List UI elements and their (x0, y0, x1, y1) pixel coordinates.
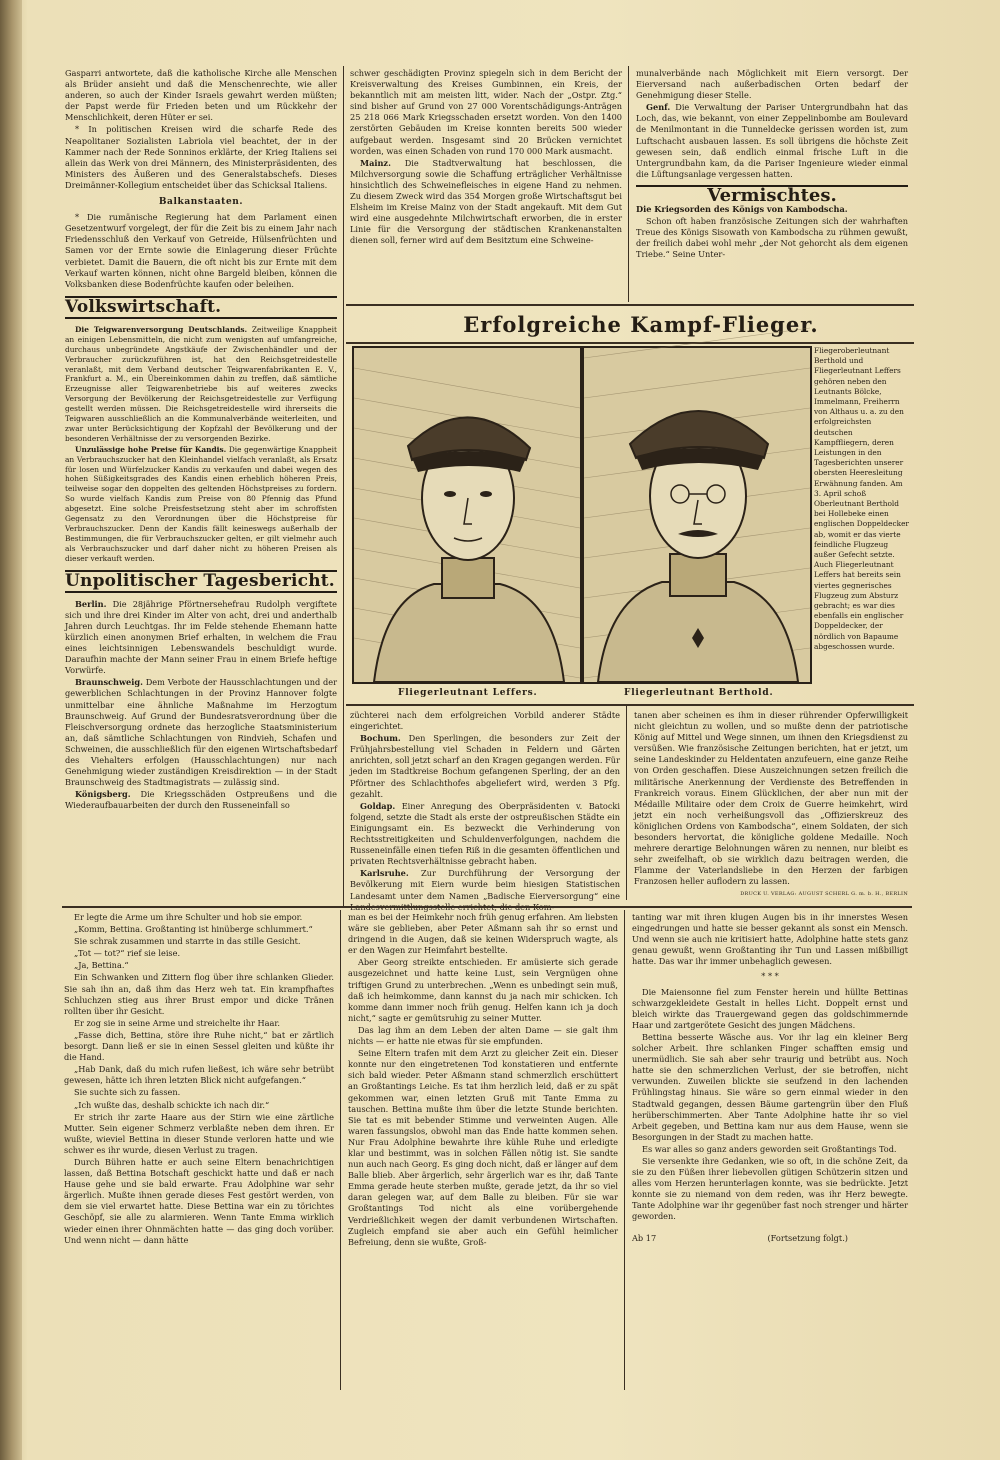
article-text (65, 677, 337, 788)
column-rule (628, 66, 629, 302)
novel-paragraph: Die Maiensonne fiel zum Fenster herein und hüllte Bettinas schwarzgekleidete Gestalt in helles Licht. Doppelt ernst und bleich wirkte das Trauergewand gegen das goldschimmernde Haar und zartgerötete Gesicht des jungen Mädchens. (632, 986, 908, 1030)
article-body: Die gegenwärtige Knappheit an Verbrauchszucker hat den Kleinhandel vielfach veranlaßt, als Ersatz für losen und Würfelzucker Kandis zu verkaufen und dabei wegen des hohen Süßigkeitsgrades des Kandis einen erheblich höheren Preis, teilweise sogar den doppelten des geltenden Höchstpreises zu fordern. So wurde vielfach Kandis zum Preise von 80 Pfennig das Pfund abgesetzt. Eine solche Preisfestsetzung steht aber im schroffsten Gegensatz zu den Verordnungen über die Höchstpreise für Verbrauchszucker. Denn der Kandis fällt keineswegs außerhalb der Bestimmungen, die für Verbrauchszucker gelten, er gilt vielmehr auch als Verbrauchszucker und darf daher nicht zu höheren Preisen als dieser verkauft werden. (65, 444, 337, 563)
novel-paragraph: „Fasse dich, Bettina, störe ihre Ruhe nicht,“ bat er zärtlich besorgt. Dann ließ er sie in einen Sessel gleiten und küßte ihr die Hand. (64, 1029, 334, 1063)
article-text (65, 445, 337, 564)
column-3-top (636, 68, 908, 300)
author-mark: Ab 17 (632, 1232, 657, 1243)
novel-paragraph: Bettina besserte Wäsche aus. Vor ihr lag ein kleiner Berg solcher Arbeit. Ihre schlanken Finger schafften emsig und unermüdlich. Sie sah aber sehr traurig und betrübt aus. Noch hatte sie den schmerzlichen Verlust, der sie betroffen, nicht verwunden. Zuweilen blickte sie seufzend in den lachenden Frühlingstag hinaus. Sie wäre so gern einmal wieder in den Stadtwald gegangen, dessen Bäume gartengrün über den Fluß herüberschimmerten. Aber Tante Adolphine hatte ihr so viel Arbeit gegeben, und Bettina kam nur aus dem Hause, wenn sie Besorgungen in der Stadt zu machen hatte. (632, 1031, 908, 1142)
article-body: Die 28jährige Pförtnersehefrau Rudolph vergiftete sich und ihre drei Kinder im Alter von acht, drei und anderthalb Jahren durch Leuchtgas. Ihr im Felde stehende Ehemann hatte kürzlich einen anonymen Brief erhalten, in welchem die Frau eines leichtsinnigen Lebenswandels beschuldigt wurde. Daraufhin machte der Mann seiner Frau in einem Briefe heftige Vorwürfe. (65, 598, 337, 676)
feature-title: Erfolgreiche Kampf-Flieger. (463, 312, 819, 337)
article-body: Zeitweilige Knappheit an einigen Lebensmitteln, die nicht zum wenigsten auf umfangreiche, durchaus unbegründete Angstkäufe der Zwischenhändler und der Verbraucher zurückzuführen ist, hat den Reichsgetreidestelle veranlaßt, mit dem Verband deutscher Teigwarenfabrikanten E. V., Frankfurt a. M., ein Übereinkommen dahin zu treffen, daß sämtliche Erzeugnisse aller Teigwarenbetriebe bis auf weiteres zwecks Versorgung der Bevölkerung der Reichsgetreidestelle zur Verfügung gestellt werden müssen. Die Reichsgetreidestelle wird ihrerseits die Teigwaren ausschließlich an die Kommunalverbände weiterleiten, und zwar unter Berücksichtigung der Kopfzahl der Bevölkerung und der besonderen Verhältnisse der zu versorgenden Bezirke. (65, 324, 337, 443)
article-text (350, 801, 620, 868)
novel-paragraph: „Tot — tot?“ rief sie leise. (74, 948, 181, 959)
feature-side-text (814, 346, 910, 686)
article-text: Schon oft haben französische Zeitungen sich der wahrhaften Treue des Königs Sisowath von Kambodscha zu rühmen gewußt, der freilich dabei wohl mehr „der Not gehorcht als dem eigenen Triebe.“ Seine Unter- (636, 216, 908, 260)
article-body: Dem Verbote der Hausschlachtungen und der gewerblichen Schlachtungen in der Provinz Hannover folgte unmittelbar eine ähnliche Maßnahme im Herzogtum Braunschweig. Auf Grund der Bundesratsverordnung über die Fleischversorgung ordnete das herzogliche Staatsministerium an, daß sämtliche Schlachtungen von Rindvieh, Schafen und Schweinen, die ausschließlich für den eigenen Wirtschaftsbedarf des Viehalters erfolgen (Hausschlachtungen) nur nach Genehmigung wieder zuständigen Kreisdirektion — in der Stadt Braunschweig des Stadtmagistrats — zulässig sind. (65, 677, 337, 788)
column-2-top (350, 68, 622, 300)
article-headline: Mainz. (360, 157, 391, 168)
page-binding-edge (0, 0, 22, 1460)
column-rule (624, 910, 625, 1390)
article-headline: Unzulässige hohe Preise für Kandis. (75, 444, 227, 454)
horizontal-rule (346, 304, 914, 306)
novel-paragraph: man es bei der Heimkehr noch früh genug erfahren. Am liebsten wäre sie geblieben, aber Peter Aßmann sah ihr so ernst und dringend in die Augen, daß sie keinen Widerspruch wagte, als er den Wagen zur Heimfahrt bestellte. (348, 912, 618, 956)
section-heading: Unpolitischer Tagesbericht. (65, 570, 337, 593)
article-body: Die Kriegsschäden Ostpreußens und die Wiederaufbauarbeiten der durch den Russeneinfall so (65, 789, 337, 811)
novel-paragraph: Seine Eltern trafen mit dem Arzt zu gleicher Zeit ein. Dieser konnte nur den eingetretenen Tod konstatieren und entfernte sich bald wieder. Peter Aßmann stand schmerzlich erschüttert an Großtantings Leiche. Es tat ihm herzlich leid, daß er zu spät gekommen war, einen letzten Gruß mit Tante Emma zu tauschen. Bettina mußte ihm über die letzte Stunde berichten. Sie tat es mit bebender Stimme und verweinten Augen. Alle waren fassungslos, obwohl man das Ende hatte kommen sehen. Nur Frau Adolphine bewahrte ihre kühle Ruhe und erledigte klar und bestimmt, was in solchen Fällen nötig ist. Sie sandte nun auch nach Georg. Es ging doch nicht, daß er länger auf dem Balle blieb. Aber ärgerlich, sehr ärgerlich war es ihr, daß Tante Emma gerade heute sterben mußte, gerade jetzt, da ihr so viel daran gelegen war, auf dem Balle zu bleiben. Für sie war Großtantings Tod nicht als eine vorübergehende Verdrießlichkeit wegen der damit verbundenen Wirtschaften. Zugleich empfand sie aber auch ein Gefühl heimlicher Befreiung, denn sie wußte, Groß- (348, 1048, 618, 1247)
article-text: Gasparri antwortete, daß die katholische Kirche alle Menschen als Brüder ansieht und daß die Menschenrechte, wie aller anderen, so auch der Kinder Israels gewahrt werden müßten; der Papst werde für Frieden beten und um Rückkehr der Menschlichkeit, deren Hüter er sei. (65, 68, 337, 123)
novel-paragraph: Er strich ihr zarte Haare aus der Stirn wie eine zärtliche Mutter. Sein eigener Schmerz verblaßte neben dem ihren. Er wußte, wieviel Bettina in dieser Stunde verloren hatte und wie schwer es ihr wurde, diesen Verlust zu tragen. (64, 1111, 334, 1155)
article-headline: Goldap. (360, 800, 396, 811)
article-body: Einer Anregung des Oberpräsidenten v. Batocki folgend, setzte die Stadt als erste der ostpreußischen Städte ein Einigungsamt ein. Es bezweckt die Verhinderung von Rechtsstreitigkeiten und Schuldenverfolgungen, nachdem die Russeneinfälle einen tiefen Riß in die gesamten öffentlichen und privaten Rechtsverhältnisse gebracht haben. (350, 800, 620, 867)
section-heading: Vermischtes. (636, 185, 908, 201)
feuilleton-rule (62, 906, 912, 908)
column-rule (626, 706, 627, 900)
horizontal-rule (346, 342, 914, 344)
feature-text: Fliegeroberleutnant Berthold und Fliegerleutnant Leffers gehören neben den Leutnants Bölcke, Immelmann, Freiherrn von Althaus u. a. zu den erfolgreichsten deutschen Kampffliegern, deren Leistungen in den Tagesberichten unserer obersten Heeresleitung Erwähnung fanden. Am 3. April schoß Oberleutnant Berthold bei Hollebeke einen englischen Doppeldecker ab, womit er das vierte feindliche Flugzeug außer Gefecht setzte. Auch Fliegerleutnant Leffers hat bereits sein viertes gegnerisches Flugzeug zum Absturz gebracht; es war dies ebenfalls ein englischer Doppeldecker, der nördlich von Bapaume abgeschossen wurde. (814, 346, 909, 651)
novel-paragraph: „Ja, Bettina.“ (74, 960, 129, 971)
article-headline: Die Teigwarenversorgung Deutschlands. (75, 324, 248, 334)
article-text (350, 733, 620, 800)
novel-paragraph: Sie schrak zusammen und starrte in das stille Gesicht. (74, 936, 301, 947)
novel-paragraph: „Hab Dank, daß du mich rufen ließest, ich wäre sehr betrübt gewesen, hätte ich ihren letzten Blick nicht aufgefangen.“ (64, 1064, 334, 1086)
novel-paragraph: Aber Georg streikte entschieden. Er amüsierte sich gerade ausgezeichnet und hatte keine Lust, sein Vergnügen ohne triftigen Grund zu unterbrechen. „Wenn es unbedingt sein muß, daß ich heimkomme, dann kannst du ja nach mir schicken. Ich komme dann immer noch früh genug. Helfen kann ich ja doch nicht,“ sagte er gemütsruhig zu seiner Mutter. (348, 957, 618, 1023)
article-text (636, 204, 908, 215)
novel-column-3 (632, 912, 908, 1392)
column-3-middle (634, 710, 908, 898)
portrait-berthold (582, 346, 812, 684)
article-headline: Berlin. (75, 598, 107, 609)
article-text: züchterei nach dem erfolgreichen Vorbild anderer Städte eingerichtet. (350, 710, 620, 732)
novel-paragraph: tanting war mit ihren klugen Augen bis in ihr innerstes Wesen eingedrungen und hatte sie besser gekannt als sonst ein Mensch. Und wenn sie auch nie kritisiert hatte, Adolphine hatte stets ganz genau gewußt, wenn Großtanting ihr Tun und Lassen mißbilligt hatte. Das war ihr immer unbehaglich gewesen. (632, 912, 908, 967)
article-headline: Genf. (646, 102, 671, 113)
novel-column-1 (64, 912, 334, 1392)
photo-caption-left: Fliegerleutnant Leffers. (398, 688, 538, 698)
continued-note: (Fortsetzung folgt.) (767, 1232, 848, 1243)
photo-caption-right: Fliegerleutnant Berthold. (624, 688, 774, 698)
article-text (350, 158, 622, 247)
article-headline: Königsberg. (75, 789, 131, 800)
article-text (65, 789, 337, 811)
column-2-middle (350, 710, 621, 901)
novel-paragraph: Durch Bühren hatte er auch seine Eltern benachrichtigen lassen, daß Bettina Botschaft geschickt hatte und daß er nach Hause gehe und sie bald erwarte. Frau Adolphine war sehr ärgerlich. Mußte ihnen gerade dieses Fest gestört werden, von dem sie viel erwartet hatte. Diese Bettina war ein zu törichtes Geschöpf, sie alle zu alarmieren. Wenn Tante Emma wirklich wieder einen ihrer Ohnmächten hatte — das ging doch vorüber. Und wenn nicht — dann hätte (64, 1156, 334, 1245)
article-text (636, 102, 908, 180)
column-1 (65, 68, 337, 908)
article-headline: Bochum. (360, 733, 401, 744)
novel-paragraph: „Ich wußte das, deshalb schickte ich nach dir.“ (74, 1099, 270, 1110)
section-subheading: Balkanstaaten. (158, 197, 244, 208)
article-headline: Die Kriegsorden des Königs von Kambodscha. (636, 204, 848, 215)
novel-footer (632, 1233, 908, 1244)
novel-paragraph: Es war alles so ganz anders geworden seit Großtantings Tod. (642, 1143, 897, 1154)
article-body: Zur Durchführung der Versorgung der Bevölkerung mit Eiern wurde beim hiesigen Statistischen Landesamt unter dem Namen „Badische Eierversorgung“ eine (350, 868, 621, 901)
article-text: tanen aber scheinen es ihm in dieser rührender Opferwilligkeit nicht gleichtun zu wollen, und so mußte denn der patriotische König auf Mittel und Wege sinnen, um ihnen den Kriegsdienst zu versüßen. Wie französische Zeitungen berichten, hat er jetzt, um seine Landeskinder zu Heldentaten anzufeuern, eine ganze Reihe von Orden geschaffen. Diese Auszeichnungen setzen freilich die militärische Anerkennung der Verdienste des Betreffenden in Frankreich voraus. Einem Glücklichen, der aber nun mit der Médaille Militaire oder dem Croix de Guerre heimkehrt, wird jetzt ein noch verheißungsvoll das „Offizierskreuz des königlichen Ordens von Kambodscha“, einem Soldaten, der sich besonders hervortat, die königliche goldene Medaille. Noch mehrere derartige Belohnungen wären zu nennen, nur bleibt es sehr zweifelhaft, ob sie wirklich dazu beitragen werden, die Flamme der Vaterlandsliebe in den Herzen der farbigen Franzosen heller auflodern zu lassen. (634, 710, 908, 887)
article-headline: Braunschweig. (75, 677, 143, 688)
article-text (65, 599, 337, 677)
column-rule (340, 910, 341, 1390)
section-heading: Volkswirtschaft. (65, 296, 337, 319)
article-text: * In politischen Kreisen wird die scharfe Rede des Neapolitaner Sozialisten Labriola viel beachtet, der in der Kammer nach der Rede Sonninos erklärte, der Krieg Italiens sei allein das Werk von drei Männern, des Ministerpräsidenten, des Ministers des Äußeren und des Generalstabschefs. Dieses Dreimänner-Kollegium entscheidet über das Schicksal Italiens. (65, 124, 337, 190)
column-rule (343, 66, 344, 906)
article-body: Die Verwaltung der Pariser Untergrundbahn hat das Loch, das, wie bekannt, von einer Zeppelinbombe am Boulevard de Menilmontant in die Tunneldecke gerissen worden ist, zum Luftschacht ausbauen lassen. Es soll übrigens die höchste Zeit gewesen sein, daß endlich einmal frische Luft in die Untergrundbahn kam, da die Pariser Ingenieure wieder einmal die Lüftungsanlage vergessen hatten. (636, 102, 908, 179)
novel-paragraph: Sie versenkte ihre Gedanken, wie so oft, in die schöne Zeit, da sie zu den Füßen ihrer liebevollen gütigen Schützerin sitzen und alles vom Herzen herunterlagen konnte, was sie bedrückte. Jetzt konnte sie zu niemand von dem reden, was ihr Herz bewegte. Tante Adolphine war ihr gegenüber fast noch strenger und härter geworden. (632, 1155, 908, 1222)
article-text: schwer geschädigten Provinz spiegeln sich in dem Bericht der Kreisverwaltung des Kreises Gumbinnen, ein Kreis, der bekanntlich mit am meisten litt, wider. Nach der „Ostpr. Ztg.“ sind bisher auf Grund von 27 000 Vorentschädigungs-Anträgen 25 218 066 Mark Kriegsschaden ersetzt worden. Von den 1400 zerstörten Gebäuden im Kreise konnten bereits 500 wieder aufgebaut werden. Insgesamt sind 20 Brücken vernichtet worden, was einen Schaden von rund 170 000 Mark ausmacht. (350, 68, 622, 156)
printer-imprint: DRUCK U. VERLAG: AUGUST SCHERL G. m. b. H., BERLIN (740, 890, 908, 897)
article-body: Den Sperlingen, die besonders zur Zeit der Frühjahrsbestellung viel Schaden in Feldern und Gärten anrichten, soll jetzt scharf an den Kragen gegangen werden. Für jeden im Stadtkreise Bochum gefangenen Sperling, der an den Pförtner des Schlachthofes abgeliefert wird, werden 3 Pfg. gezahlt. (350, 733, 620, 799)
novel-paragraph: Er zog sie in seine Arme und streichelte ihr Haar. (74, 1017, 281, 1028)
portrait-leffers (352, 346, 582, 684)
article-text: munalverbände nach Möglichkeit mit Eiern versorgt. Der Eierversand nach außerbadischen Orten bedarf der Genehmigung dieser Stelle. (636, 68, 908, 101)
novel-paragraph: „Komm, Bettina. Großtanting ist hinüberge schlummert.“ (74, 924, 313, 935)
section-break: * * * (761, 971, 779, 982)
article-text (65, 325, 337, 444)
novel-paragraph: Ein Schwanken und Zittern flog über ihre schlanken Glieder. Sie sah ihn an, daß ihm das Herz weh tat. Ein krampfhaftes Schluchzen stieg aus ihrer Brust empor und dicke Tränen rollten über ihr Gesicht. (64, 972, 334, 1016)
novel-paragraph: Sie suchte sich zu fassen. (74, 1087, 181, 1098)
article-headline: Karlsruhe. (360, 868, 409, 879)
novel-paragraph: Er legte die Arme um ihre Schulter und hob sie empor. (74, 912, 303, 922)
portrait-leffers-drawing (354, 348, 580, 682)
article-text: * Die rumänische Regierung hat dem Parlament einen Gesetzentwurf vorgelegt, der für die Zeit bis zu einem Jahr nach Friedensschluß den Verkauf von Getreide, Hülsenfrüchten und Samen vor der Ernte sowie die Einlagerung dieser Früchte verbietet. Damit die Bauern, die oft nicht bis zur Ernte mit dem Verkauf warten können, nicht ohne Bargeld bleiben, können die Volksbanken diese Bodenfrüchte kaufen oder beleihen. (65, 212, 337, 289)
novel-column-2 (348, 912, 618, 1392)
article-body: Die Stadtverwaltung hat beschlossen, die Milchversorgung sowie die Schaffung erträglicher Verhältnisse hinsichtlich des Schweinefleisches in eigene Hand zu nehmen. Zu diesem Zweck wird das 354 Morgen große Wirtschaftsgut bei Elsheim im Kreise Mainz von der Stadt angekauft. Mit dem Gut wird eine ausgedehnte Milchwirtschaft erworben, die in erster Linie für die Versorgung der städtischen Krankenanstalten dienen soll, ferner wird auf dem Besitztum eine Schweine- (350, 157, 622, 246)
novel-paragraph: Das lag ihm an dem Leben der alten Dame — sie galt ihm nichts — er hatte nie etwas für sie empfunden. (348, 1024, 618, 1047)
horizontal-rule (346, 704, 914, 706)
portrait-berthold-drawing (584, 348, 810, 682)
